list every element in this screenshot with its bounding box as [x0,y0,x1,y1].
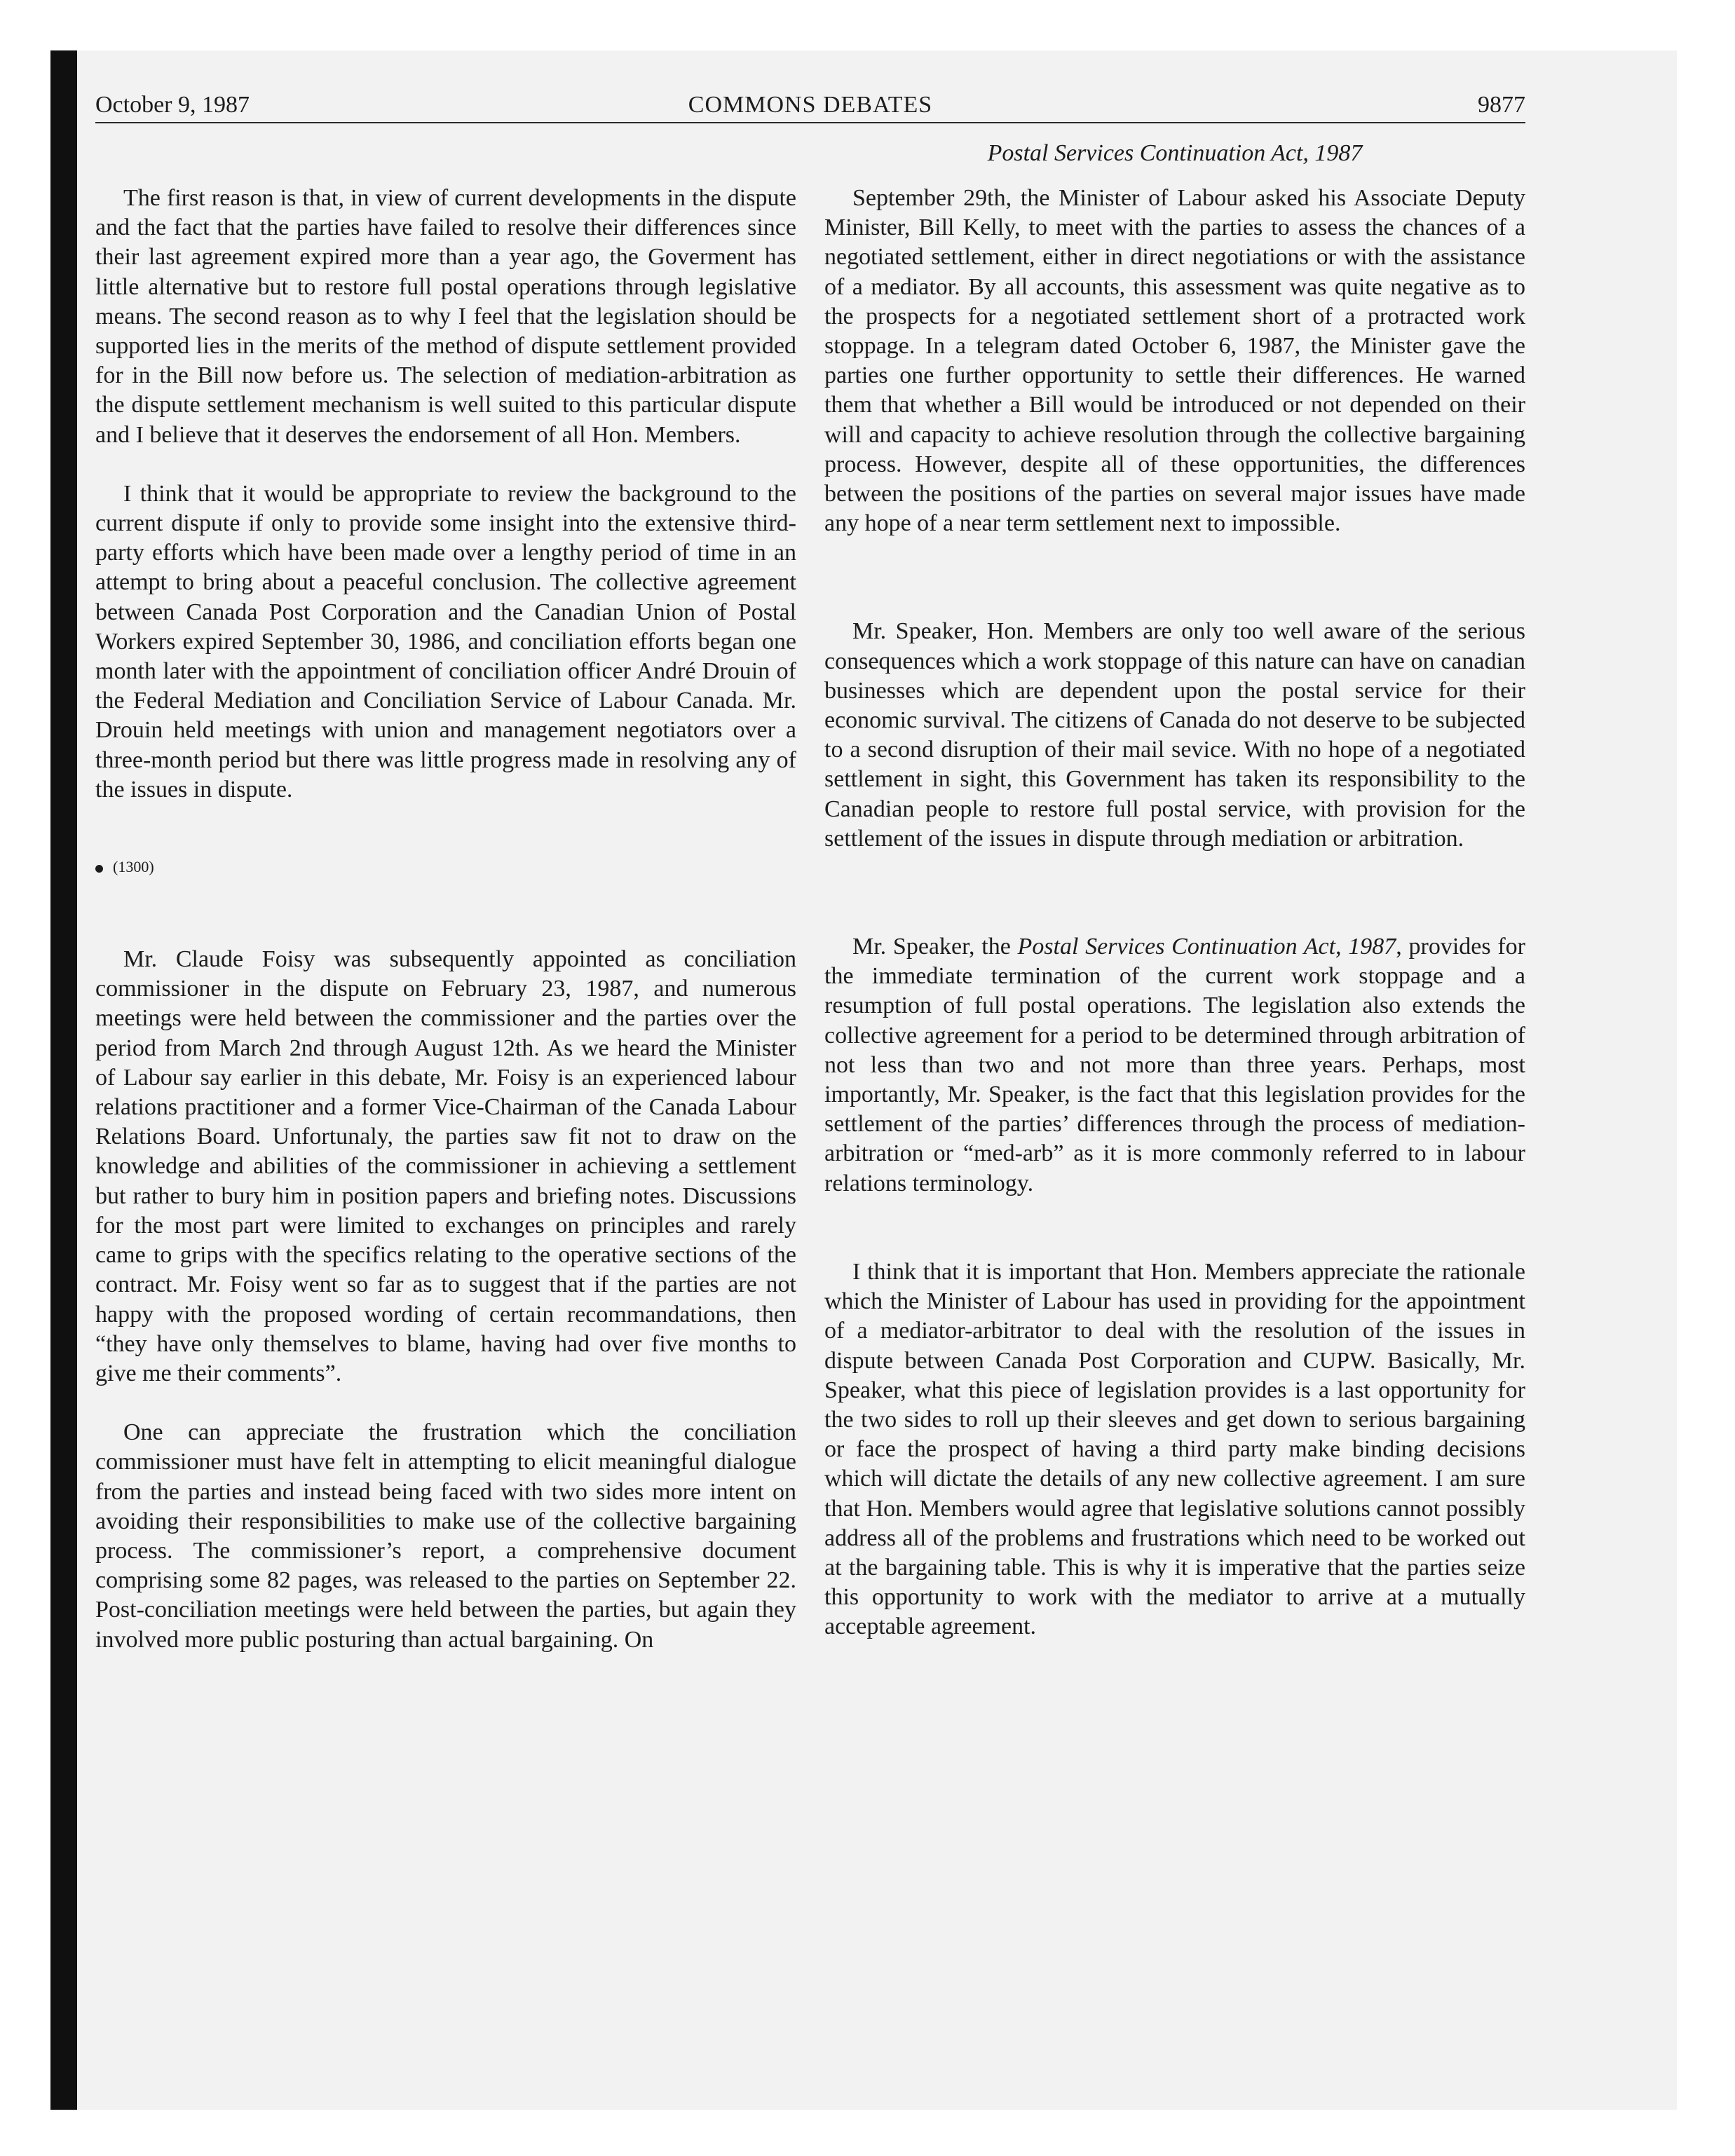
publication-title: COMMONS DEBATES [688,92,933,118]
paragraph: Mr. Speaker, Hon. Members are only too well aware of the serious consequences which a work stoppage of this nature can have on canadian businesses which are dependent upon the postal service for their economic survival. The citizens of Canada do not deserve to be subjected to a second disruption of their mail sevice. With no hope of a negotiated settlement in sight, this Government has taken its responsibility to the Canadian people to restore full postal service, with provision for the settlement of the issues in dispute through mediation or arbitration. [824,618,1525,852]
paragraph: I think that it is important that Hon. Members appreciate the rationale which the Minister of Labour has used in providing for the appointment of a mediator-arbitrator to deal with the resolution of the issues in dispute between Canada Post Corporation and CUPW. Basically, Mr. Speaker, what this piece of legislation provides is a last opportunity for the two sides to roll up their sleeves and get down to serious bargaining or face the prospect of having a third party make binding decisions which will dictate the details of any new collective agreement. I am sure that Hon. Members would agree that legislative solutions cannot possibly address all of the problems and frustrations which need to be worked out at the bargaining table. This is why it is imperative that the parties seize this opportunity to work with the mediator to arrive at a mutually acceptable agreement. [824,1258,1525,1640]
header-rule [95,122,1525,123]
time-marker-label: (1300) [113,858,154,876]
page-date: October 9, 1987 [95,92,250,118]
paragraph: I think that it would be appropriate to review the background to the current dispute if only to provide some insight into the extensive third-party efforts which have been made over a lengthy period of time in an attempt to bring about a peaceful conclusion. The collective agreement between Canada Post Corporation and the Canadian Union of Postal Workers expired September 30, 1986, and conciliation efforts began one month later with the appointment of conciliation officer André Drouin of the Federal Mediation and Conciliation Service of Labour Canada. Mr. Drouin held meetings with union and management negotiators over a three-month period but there was little progress made in resolving any of the issues in dispute. [95,480,796,803]
bullet-icon [95,865,103,873]
paragraph: One can appreciate the frustration which the conciliation commissioner must have felt in attempting to elicit meaningful dialogue from the parties and instead being faced with two sides more intent on avoiding their responsibilities to make use of the collective bargaining process. The commissioner’s report, a comprehensive document comprising some 82 pages, was released to the parties on September 22. Post-conciliation meetings were held between the parties, but again they involved more public posturing than actual bargaining. On [95,1419,796,1653]
paragraph [824,932,1525,1199]
right-column [824,184,1525,1642]
act-title: Postal Services Continuation Act, 1987 [1017,934,1396,960]
paragraph: September 29th, the Minister of Labour asked his Associate Deputy Minister, Bill Kelly, to meet with the parties to assess the chances of a negotiated settlement, either in direct negotiations or with the assistance of a mediator. By all accounts, this assessment was quite negative as to the prospects for a negotiated settlement short of a protracted work stoppage. In a telegram dated October 6, 1987, the Minister gave the parties one further opportunity to settle their differences. He warned them that whether a Bill would be introduced or not depended on their will and capacity to achieve resolution through the collective bargaining process. However, despite all of these opportunities, the differences between the positions of the parties on several major issues have made any hope of a near term settlement next to impossible. [824,185,1525,537]
paragraph: The first reason is that, in view of current developments in the dispute and the fact that the parties have failed to resolve their differences since their last agreement expired more than a year ago, the Goverment has little alternative but to restore full postal operations through legislative means. The second reason as to why I feel that the legislation should be supported lies in the merits of the method of dispute settlement provided for in the Bill now before us. The selection of mediation-arbitration as the dispute settlement mechanism is well suited to this particular dispute and I believe that it deserves the endorsement of all Hon. Members. [95,185,796,448]
section-title: Postal Services Continuation Act, 1987 [987,140,1363,166]
page-number: 9877 [1478,92,1525,118]
left-column [95,184,796,1655]
running-head [95,90,1525,121]
paragraph-text: Mr. Speaker, the [852,934,1018,960]
paragraph-text: , provides for the immediate termination of the current work stoppage and a resumption of full postal operations. The legislation also extends the collective agreement for a period to be determined through arbitration of not less than two and not more than three years. Perhaps, most importantly, Mr. Speaker, is the fact that this legislation provides for the settlement of the parties’ differences through the process of mediation-arbitration or “med-arb” as it is more commonly referred to in labour relations terminology. [824,934,1525,1196]
binding-edge [50,50,77,2110]
time-marker [95,857,796,878]
paragraph: Mr. Claude Foisy was subsequently appointed as conciliation commissioner in the dispute on February 23, 1987, and numerous meetings were held between the commissioner and the parties over the period from March 2nd through August 12th. As we heard the Minister of Labour say earlier in this debate, Mr. Foisy is an experienced labour relations practitioner and a former Vice-Chairman of the Canada Labour Relations Board. Unfortunaly, the parties saw fit not to draw on the knowledge and abilities of the commissioner in achieving a settlement but rather to bury him in position papers and briefing notes. Discussions for the most part were limited to exchanges on principles and rarely came to grips with the specifics relating to the operative sections of the contract. Mr. Foisy went so far as to suggest that if the parties are not happy with the proposed wording of certain recommandations, then “they have only themselves to blame, having had over five months to give me their comments”. [95,946,796,1386]
